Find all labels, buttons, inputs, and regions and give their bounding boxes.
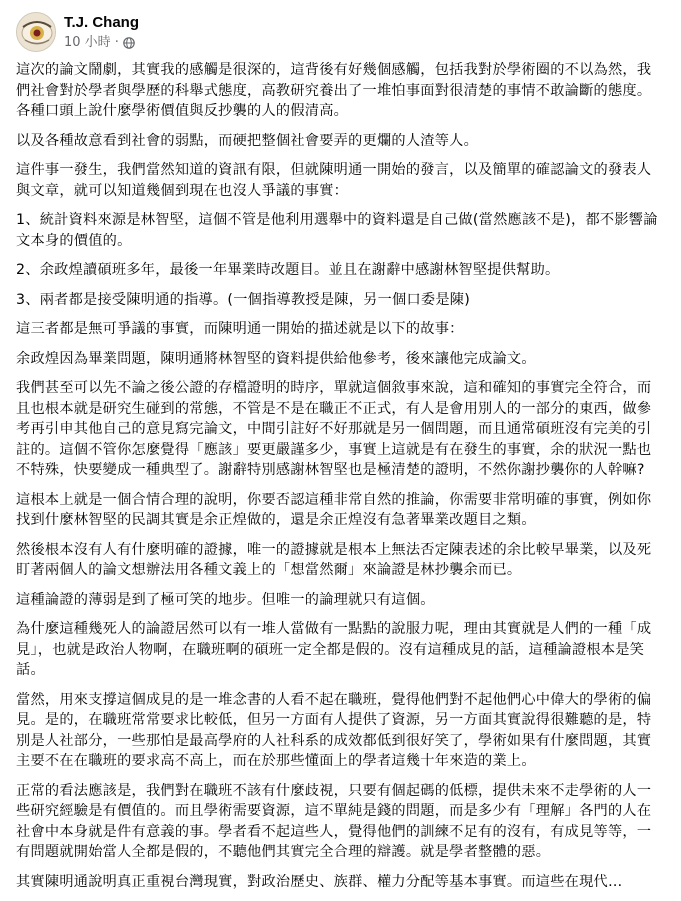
post-paragraph: 其實陳明通說明真正重視台灣現實，對政治歷史、族群、權力分配等基本事實。而這些在現代…: [16, 873, 623, 890]
post-paragraph: 這次的論文鬧劇，其實我的感觸是很深的，這背後有好幾個感觸，包括我對於學術圈的不以為然，我們社會對於學者與學歷的科舉式態度，高教研究養出了一堆怕事面對很清楚的事情不敢論斷的態度。各種口頭上說什麼學術價值與反抄襲的人的假清高。: [16, 62, 652, 119]
post-paragraph: 1、統計資料來源是林智堅，這個不管是他利用選舉中的資料還是自己做(當然應該不是)，都不影響論文本身的價值的。: [16, 212, 658, 249]
post-paragraph: 這根本上就是一個合情合理的說明，你要否認這種非常自然的推論，你需要非常明確的事實，例如你找到什麼林智堅的民調其實是余正煌做的，還是余正煌沒有急著畢業改題目之類。: [16, 491, 652, 528]
post-paragraph: 3、兩者都是接受陳明通的指導。(一個指導教授是陳，另一個口委是陳): [16, 291, 470, 308]
post-paragraph: 然後根本沒有人有什麼明確的證據，唯一的證據就是根本上無法否定陳表述的余比較早畢業，以及死盯著兩個人的論文想辦法用各種文義上的「想當然爾」來論證是林抄襲余而已。: [16, 541, 652, 578]
avatar[interactable]: [16, 12, 56, 52]
post-paragraph: 這件事一發生，我們當然知道的資訊有限，但就陳明通一開始的發言，以及簡單的確認論文的發表人與文章，就可以知道幾個到現在也沒人爭議的事實：: [16, 162, 652, 199]
post-body: [16, 60, 664, 901]
post-paragraph: 以及各種故意看到社會的弱點，而硬把整個社會要弄的更爛的人渣等人。: [16, 132, 479, 149]
post-meta: [64, 34, 135, 52]
post-paragraph: 為什麼這種幾死人的論證居然可以有一堆人當做有一點點的說服力呢，理由其實就是人們的一種「成見」，也就是政治人物啊，在職班啊的碩班一定全都是假的。沒有這種成見的話，這種論證根本是笑話。: [16, 621, 652, 678]
post-paragraph: 正常的看法應該是，我們對在職班不該有什麼歧視，只要有個起碼的低標，提供未來不走學術的人一些研究經驗是有價值的。而且學術需要資源，這不單純是錢的問題，而是多少有「理解」各門的人在社會中本身就是件有意義的事。學者看不起這些人，覺得他們的訓練不足有的沒有，有成見等等，一有問題就開始當人全都是假的，不聽他們其實完全合理的辯護。就是學者整體的惡。: [16, 782, 652, 860]
post-paragraph: 這三者都是無可爭議的事實，而陳明通一開始的描述就是以下的故事：: [16, 321, 464, 337]
post-paragraph: 余政煌因為畢業問題，陳明通將林智堅的資料提供給他參考，後來讓他完成論文。: [16, 350, 536, 367]
post-paragraph: 當然，用來支撐這個成見的是一堆念書的人看不起在職班，覺得他們對不起他們心中偉大的學術的偏見。是的，在職班常常要求比較低，但另一方面有人提供了資源，另一方面其實說得很難聽的是，特別是人社部分，一些那怕是最高學府的人社科系的成效都低到很好笑了，學術如果有什麼問題，其實主要不在在職班的要求高不高上，而在於那些懂面上的學者這幾十年來造的業上。: [16, 691, 652, 769]
post-time[interactable]: 10 小時: [64, 35, 111, 50]
meta-separator: ·: [114, 35, 119, 50]
post-paragraph: 2、余政煌讀碩班多年，最後一年畢業時改題目。並且在謝辭中感謝林智堅提供幫助。: [16, 262, 560, 278]
post-paragraph: 我們甚至可以先不論之後公證的存檔證明的時序，單就這個敘事來說，這和確知的事實完全符合，而且也根本就是研究生碰到的常態，不管是不是在職正不正式，有人是會用別人的一部分的東西，做參考再引申其他自己的意見寫完論文，中間引註好不好那就是另一個問題，而且通常碩班沒有完美的引註的。這個不管你怎麼覺得「應該」要更嚴謹多少，事實上這就是有在發生的事實，余的狀況一點也不特殊，快要變成一種典型了。謝辭特別感謝林智堅也是極清楚的證明，不然你謝抄襲你的人幹嘛?: [16, 380, 652, 478]
globe-icon[interactable]: [123, 37, 135, 49]
post-header: [16, 12, 656, 56]
author-name[interactable]: T.J. Chang: [64, 14, 140, 31]
post-paragraph: 這種論證的薄弱是到了極可笑的地步。但唯一的論理就只有這個。: [16, 591, 435, 608]
